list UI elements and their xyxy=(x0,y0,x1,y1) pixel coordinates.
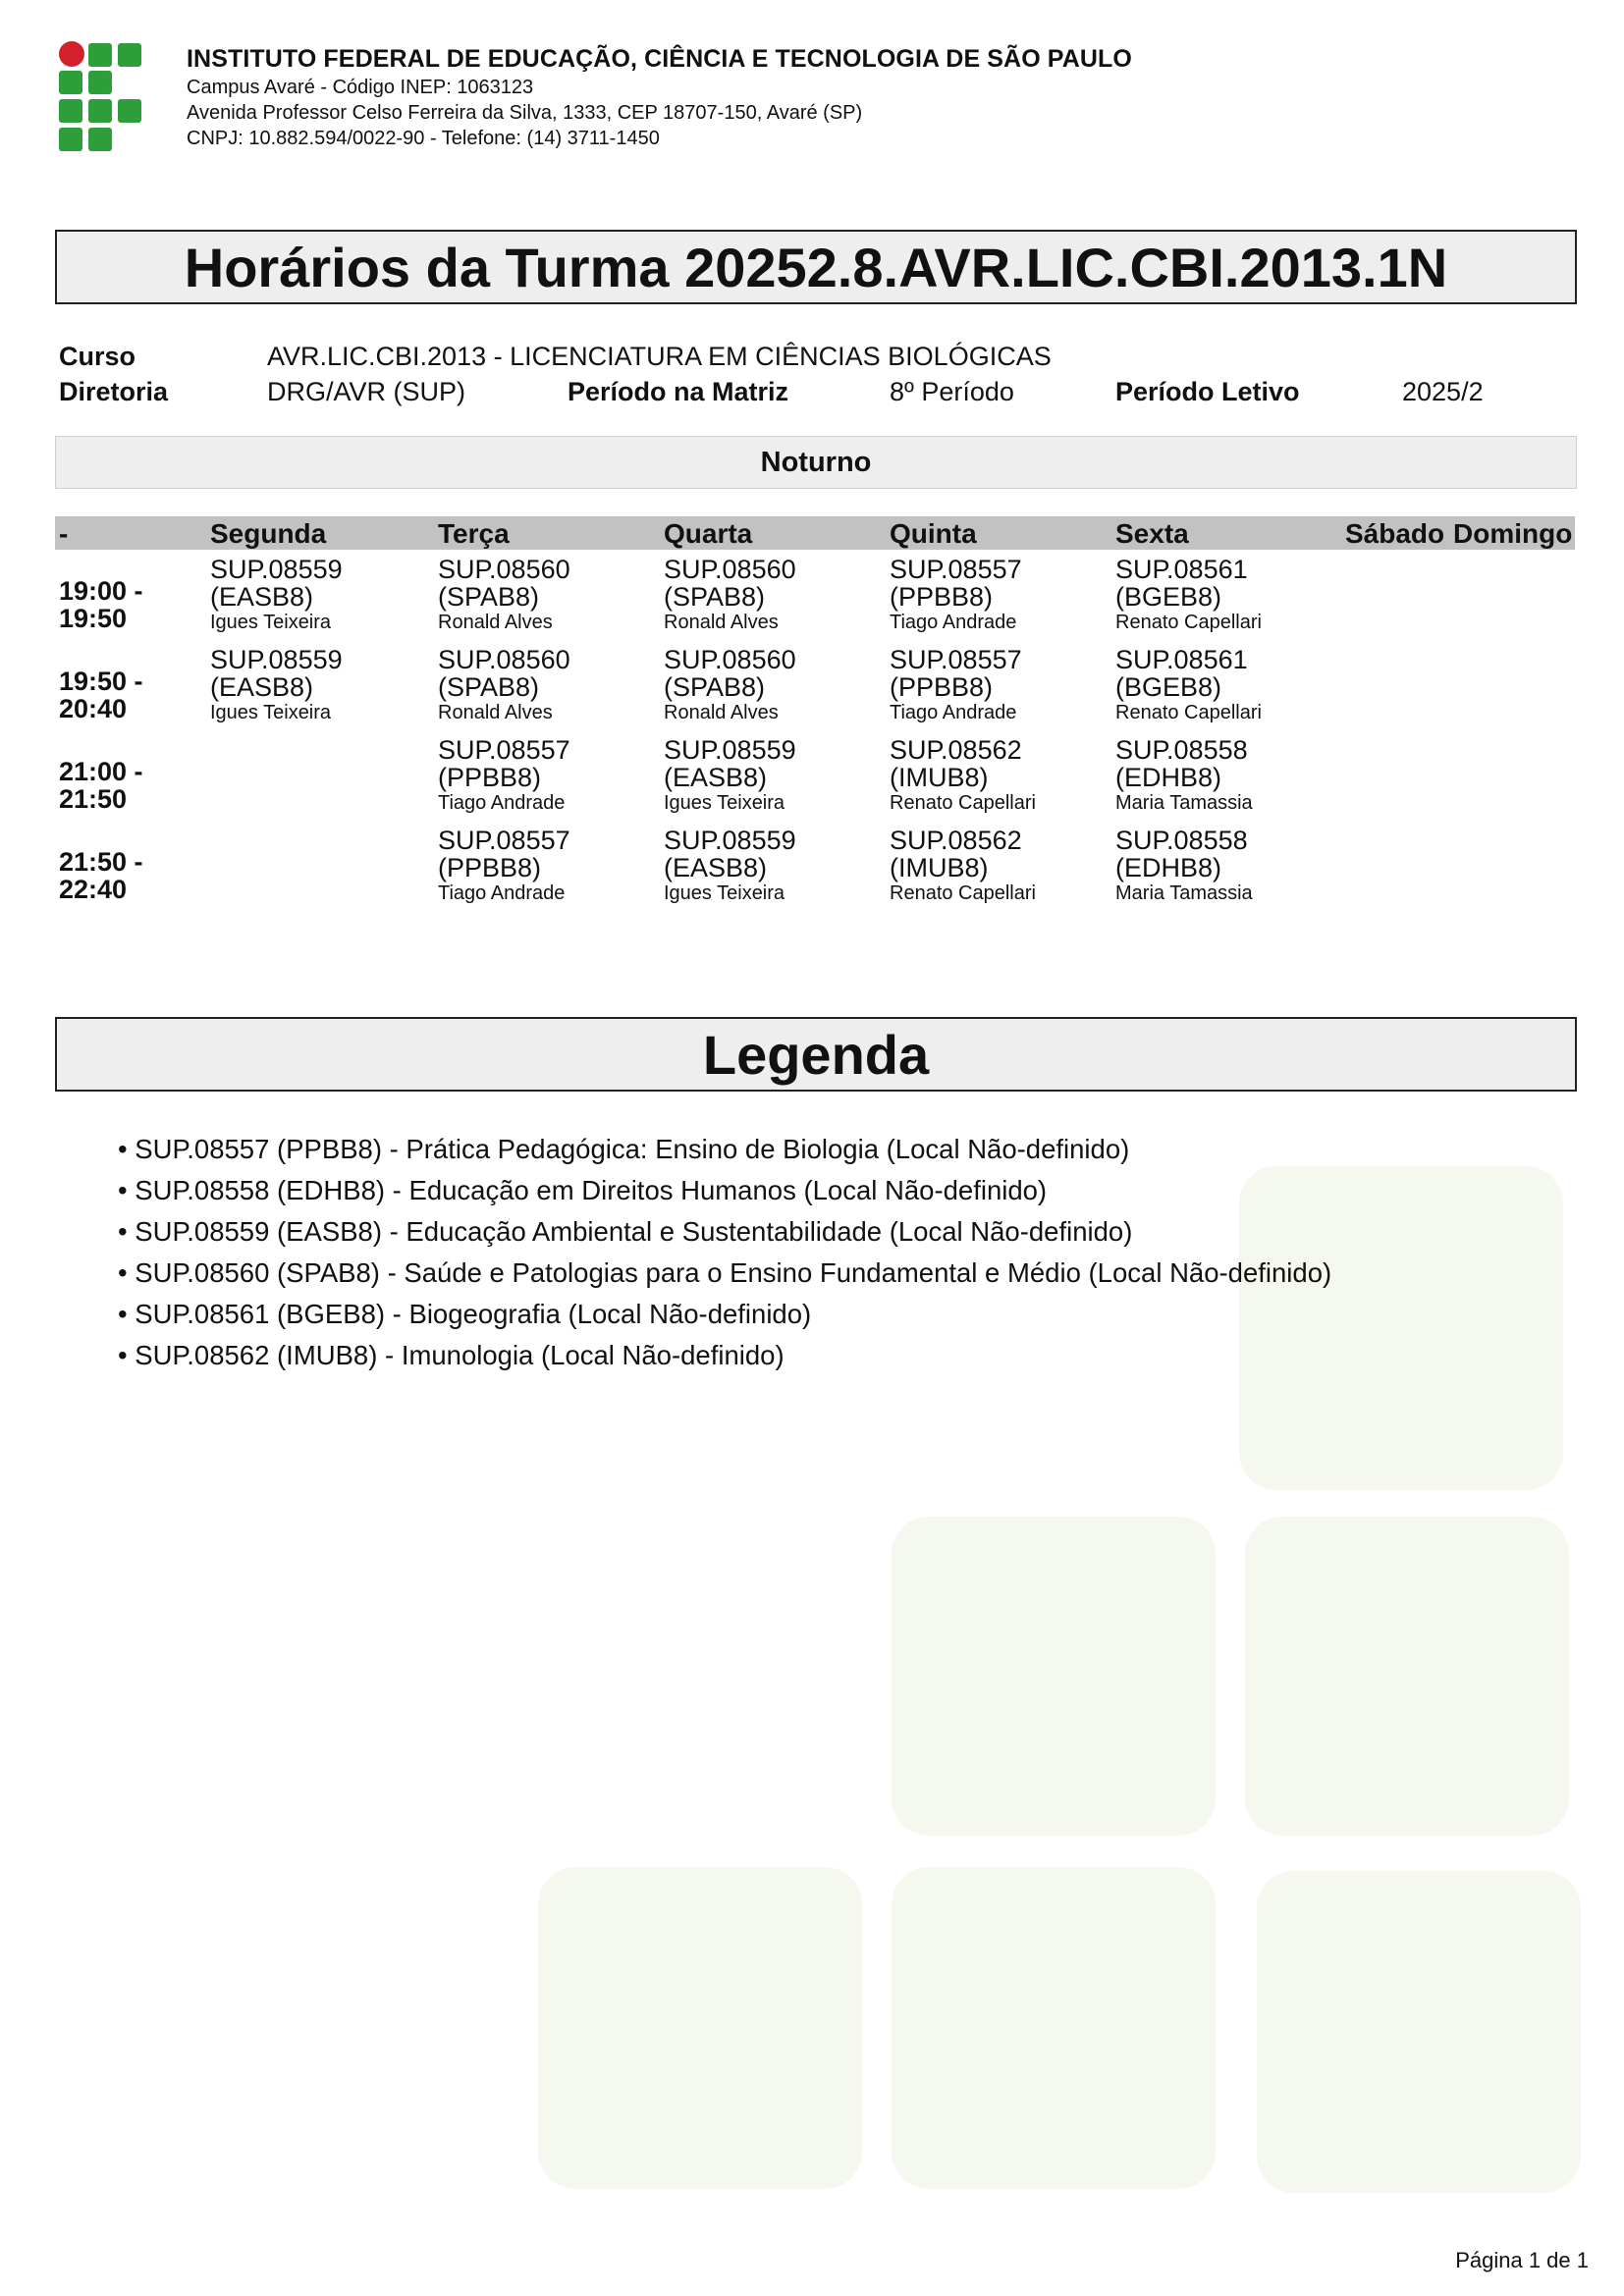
class-cell xyxy=(664,827,796,905)
teacher-name: Tiago Andrade xyxy=(890,612,1017,633)
teacher-name: Igues Teixeira xyxy=(664,882,785,904)
class-cell xyxy=(210,556,343,634)
subject-abbrev: (EDHB8) xyxy=(1115,763,1222,792)
class-cell xyxy=(438,736,570,815)
subject-code: SUP.08562 xyxy=(890,735,1022,765)
subject-abbrev: (SPAB8) xyxy=(438,582,540,612)
teacher-name: Maria Tamassia xyxy=(1115,792,1253,814)
subject-abbrev: (EDHB8) xyxy=(1115,853,1222,882)
time-start: 21:00 - xyxy=(59,757,143,786)
watermark-block xyxy=(892,1517,1216,1836)
subject-code: SUP.08560 xyxy=(664,645,796,674)
class-cell xyxy=(890,827,1036,905)
teacher-name: Ronald Alves xyxy=(664,702,779,723)
subject-abbrev: (PPBB8) xyxy=(890,672,994,702)
legend-item: • SUP.08558 (EDHB8) - Educação em Direitos Humanos (Local Não-definido) xyxy=(118,1175,1048,1205)
schedule-row xyxy=(55,827,1575,917)
subject-abbrev: (IMUB8) xyxy=(890,763,989,792)
header-cell: Quarta xyxy=(664,518,753,549)
subject-abbrev: (SPAB8) xyxy=(664,672,766,702)
class-cell xyxy=(210,646,343,724)
schedule-row xyxy=(55,556,1575,646)
periodo-letivo-label: Período Letivo xyxy=(1115,377,1300,406)
diretoria-label: Diretoria xyxy=(59,377,169,406)
subject-code: SUP.08557 xyxy=(438,826,570,855)
subject-code: SUP.08557 xyxy=(438,735,570,765)
class-cell xyxy=(664,646,796,724)
class-cell xyxy=(664,736,796,815)
legend-item: • SUP.08560 (SPAB8) - Saúde e Patologias para o Ensino Fundamental e Médio (Local Não-definido) xyxy=(118,1257,1332,1288)
class-cell xyxy=(1115,827,1253,905)
teacher-name: Tiago Andrade xyxy=(438,882,566,904)
header-cell: - xyxy=(59,518,69,549)
class-cell xyxy=(1115,556,1262,634)
subject-code: SUP.08558 xyxy=(1115,735,1248,765)
campus-line: Campus Avaré - Código INEP: 1063123 xyxy=(187,77,534,98)
institution-logo-icon xyxy=(59,41,143,151)
header-cell: Sexta xyxy=(1115,518,1189,549)
periodo-letivo-value: 2025/2 xyxy=(1402,377,1484,406)
class-cell xyxy=(890,736,1036,815)
institution-header xyxy=(187,47,1132,148)
time-end: 21:50 xyxy=(59,784,128,814)
teacher-name: Ronald Alves xyxy=(664,612,779,633)
legend-title: Legenda xyxy=(55,1017,1577,1092)
subject-abbrev: (EASB8) xyxy=(664,763,768,792)
teacher-name: Renato Capellari xyxy=(1115,612,1262,633)
class-cell xyxy=(438,827,570,905)
teacher-name: Renato Capellari xyxy=(890,792,1036,814)
subject-code: SUP.08557 xyxy=(890,645,1022,674)
teacher-name: Maria Tamassia xyxy=(1115,882,1253,904)
watermark-block xyxy=(892,1867,1216,2189)
teacher-name: Igues Teixeira xyxy=(664,792,785,814)
header-cell: Sábado xyxy=(1345,518,1445,549)
subject-abbrev: (PPBB8) xyxy=(438,763,542,792)
header-cell: Terça xyxy=(438,518,510,549)
class-cell xyxy=(1115,736,1253,815)
subject-code: SUP.08559 xyxy=(664,735,796,765)
legend-item: • SUP.08559 (EASB8) - Educação Ambiental e Sustentabilidade (Local Não-definido) xyxy=(118,1216,1133,1247)
shift-bar: Noturno xyxy=(55,436,1577,489)
watermark-block xyxy=(1245,1517,1569,1836)
class-cell xyxy=(438,646,570,724)
legend-item: • SUP.08561 (BGEB8) - Biogeografia (Local Não-definido) xyxy=(118,1299,812,1329)
watermark-block xyxy=(538,1867,862,2189)
address-line: Avenida Professor Celso Ferreira da Silva, 1333, CEP 18707-150, Avaré (SP) xyxy=(187,102,863,124)
time-start: 19:00 - xyxy=(59,576,143,606)
teacher-name: Ronald Alves xyxy=(438,612,553,633)
periodo-matriz-label: Período na Matriz xyxy=(568,377,789,406)
subject-abbrev: (BGEB8) xyxy=(1115,582,1222,612)
subject-code: SUP.08560 xyxy=(438,645,570,674)
header-cell: Segunda xyxy=(210,518,327,549)
subject-abbrev: (SPAB8) xyxy=(438,672,540,702)
time-end: 19:50 xyxy=(59,604,128,633)
subject-code: SUP.08558 xyxy=(1115,826,1248,855)
subject-code: SUP.08557 xyxy=(890,555,1022,584)
schedule-row xyxy=(55,646,1575,736)
subject-code: SUP.08561 xyxy=(1115,555,1248,584)
subject-abbrev: (BGEB8) xyxy=(1115,672,1222,702)
subject-abbrev: (SPAB8) xyxy=(664,582,766,612)
teacher-name: Ronald Alves xyxy=(438,702,553,723)
institution-name: INSTITUTO FEDERAL DE EDUCAÇÃO, CIÊNCIA E TECNOLOGIA DE SÃO PAULO xyxy=(187,45,1132,73)
subject-code: SUP.08562 xyxy=(890,826,1022,855)
class-cell xyxy=(1115,646,1262,724)
time-end: 20:40 xyxy=(59,694,128,723)
subject-abbrev: (PPBB8) xyxy=(438,853,542,882)
header-cell: Domingo xyxy=(1453,518,1573,549)
schedule-header xyxy=(55,516,1575,550)
time-slot xyxy=(59,667,143,722)
watermark-block xyxy=(1257,1871,1581,2193)
legend-list xyxy=(118,1129,1331,1376)
header-cell: Quinta xyxy=(890,518,977,549)
teacher-name: Renato Capellari xyxy=(1115,702,1262,723)
subject-code: SUP.08560 xyxy=(664,555,796,584)
subject-abbrev: (PPBB8) xyxy=(890,582,994,612)
contact-line: CNPJ: 10.882.594/0022-90 - Telefone: (14) 3711-1450 xyxy=(187,128,660,149)
subject-code: SUP.08561 xyxy=(1115,645,1248,674)
subject-abbrev: (EASB8) xyxy=(664,853,768,882)
curso-label: Curso xyxy=(59,342,136,371)
page-number: Página 1 de 1 xyxy=(1455,2248,1589,2272)
subject-abbrev: (EASB8) xyxy=(210,582,314,612)
subject-code: SUP.08560 xyxy=(438,555,570,584)
curso-value: AVR.LIC.CBI.2013 - LICENCIATURA EM CIÊNCIAS BIOLÓGICAS xyxy=(267,342,1052,371)
class-cell xyxy=(890,556,1022,634)
time-slot xyxy=(59,577,143,632)
class-cell xyxy=(890,646,1022,724)
time-end: 22:40 xyxy=(59,875,128,904)
periodo-matriz-value: 8º Período xyxy=(890,377,1014,406)
teacher-name: Igues Teixeira xyxy=(210,702,332,723)
class-cell xyxy=(664,556,796,634)
legend-item: • SUP.08562 (IMUB8) - Imunologia (Local Não-definido) xyxy=(118,1340,785,1370)
schedule-row xyxy=(55,736,1575,827)
time-start: 19:50 - xyxy=(59,667,143,696)
subject-abbrev: (EASB8) xyxy=(210,672,314,702)
teacher-name: Igues Teixeira xyxy=(210,612,332,633)
subject-code: SUP.08559 xyxy=(210,555,343,584)
time-slot xyxy=(59,848,143,903)
time-start: 21:50 - xyxy=(59,847,143,877)
teacher-name: Renato Capellari xyxy=(890,882,1036,904)
diretoria-value: DRG/AVR (SUP) xyxy=(267,377,466,406)
legend-item: • SUP.08557 (PPBB8) - Prática Pedagógica: Ensino de Biologia (Local Não-definido) xyxy=(118,1134,1130,1164)
subject-code: SUP.08559 xyxy=(664,826,796,855)
teacher-name: Tiago Andrade xyxy=(890,702,1017,723)
time-slot xyxy=(59,758,143,813)
class-cell xyxy=(438,556,570,634)
subject-abbrev: (IMUB8) xyxy=(890,853,989,882)
page-title: Horários da Turma 20252.8.AVR.LIC.CBI.2013.1N xyxy=(55,230,1577,304)
teacher-name: Tiago Andrade xyxy=(438,792,566,814)
subject-code: SUP.08559 xyxy=(210,645,343,674)
